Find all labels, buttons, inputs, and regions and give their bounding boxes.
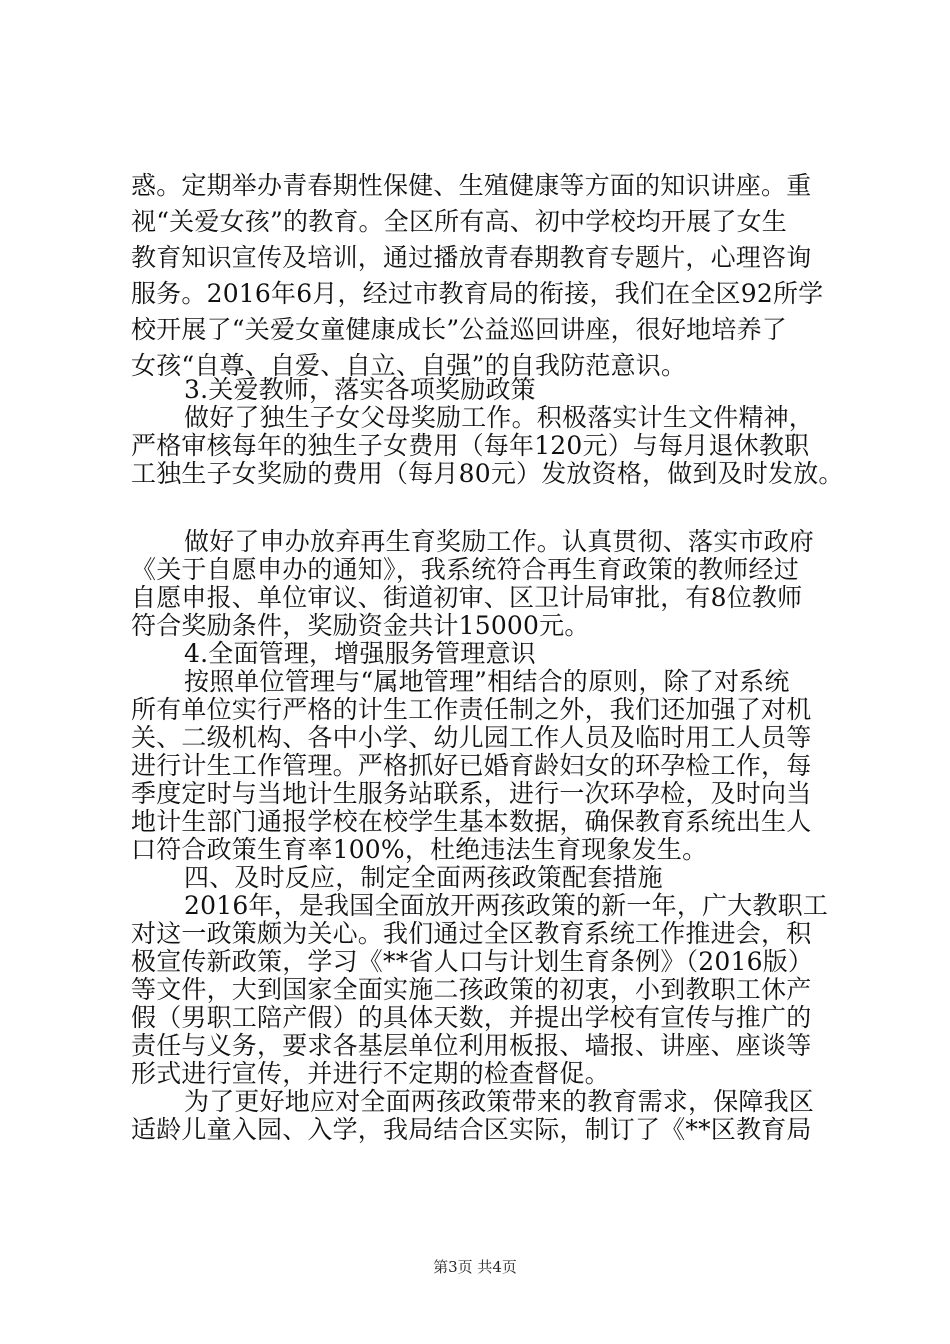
paragraph-line: 等文件，大到国家全面实施二孩政策的初衷，小到教职工休产	[131, 975, 812, 1004]
paragraph-line: 适龄儿童入园、入学，我局结合区实际，制订了《**区教育局	[131, 1115, 812, 1144]
paragraph-line: 校开展了“关爱女童健康成长”公益巡回讲座，很好地培养了	[131, 315, 787, 344]
paragraph-line: 地计生部门通报学校在校学生基本数据，确保教育系统出生人	[131, 807, 812, 836]
paragraph-line: 口符合政策生育率100%，杜绝违法生育现象发生。	[131, 835, 708, 864]
paragraph-line: 符合奖励条件，奖励资金共计15000元。	[131, 611, 590, 640]
paragraph-line: 服务。2016年6月，经过市教育局的衔接，我们在全区92所学	[131, 279, 824, 308]
section-heading: 4.全面管理，增强服务管理意识	[184, 639, 536, 668]
paragraph-line: 进行计生工作管理。严格抓好已婚育龄妇女的环孕检工作，每	[131, 751, 812, 780]
paragraph-line: 对这一政策颇为关心。我们通过全区教育系统工作推进会，积	[131, 919, 812, 948]
paragraph-line: 工独生子女奖励的费用（每月80元）发放资格，做到及时发放。	[131, 459, 844, 488]
paragraph-line: 极宣传新政策，学习《**省人口与计划生育条例》（2016版）	[131, 947, 814, 976]
paragraph-line: 假（男职工陪产假）的具体天数，并提出学校有宣传与推广的	[131, 1003, 812, 1032]
paragraph-line: 为了更好地应对全面两孩政策带来的教育需求，保障我区	[184, 1087, 815, 1116]
section-heading: 四、及时反应，制定全面两孩政策配套措施	[184, 863, 663, 892]
paragraph-line: 责任与义务，要求各基层单位利用板报、墙报、讲座、座谈等	[131, 1031, 812, 1060]
paragraph-line: 惑。定期举办青春期性保健、生殖健康等方面的知识讲座。重	[131, 171, 812, 200]
page-number-footer: 第3页 共4页	[433, 1258, 517, 1276]
paragraph-line: 季度定时与当地计生服务站联系，进行一次环孕检，及时向当	[131, 779, 812, 808]
paragraph-line: 《关于自愿申办的通知》，我系统符合再生育政策的教师经过	[131, 555, 799, 584]
paragraph-line: 按照单位管理与“属地管理”相结合的原则，除了对系统	[184, 667, 790, 696]
paragraph-line: 自愿申报、单位审议、街道初审、区卫计局审批，有8位教师	[131, 583, 803, 612]
section-heading: 3.关爱教师，落实各项奖励政策	[184, 375, 536, 404]
paragraph-line: 教育知识宣传及培训，通过播放青春期教育专题片，心理咨询	[131, 243, 812, 272]
paragraph-line: 做好了独生子女父母奖励工作。积极落实计生文件精神，	[184, 403, 815, 432]
paragraph-line: 做好了申办放弃再生育奖励工作。认真贯彻、落实市政府	[184, 527, 815, 556]
paragraph-line: 2016年，是我国全面放开两孩政策的新一年，广大教职工	[184, 891, 829, 920]
paragraph-line: 视“关爱女孩”的教育。全区所有高、初中学校均开展了女生	[131, 207, 787, 236]
paragraph-line: 女孩“自尊、自爱、自立、自强”的自我防范意识。	[131, 351, 687, 380]
paragraph-line: 形式进行宣传，并进行不定期的检查督促。	[131, 1059, 610, 1088]
paragraph-line: 关、二级机构、各中小学、幼儿园工作人员及临时用工人员等	[131, 723, 812, 752]
paragraph-line: 所有单位实行严格的计生工作责任制之外，我们还加强了对机	[131, 695, 812, 724]
paragraph-line: 严格审核每年的独生子女费用（每年120元）与每月退休教职	[131, 431, 810, 460]
